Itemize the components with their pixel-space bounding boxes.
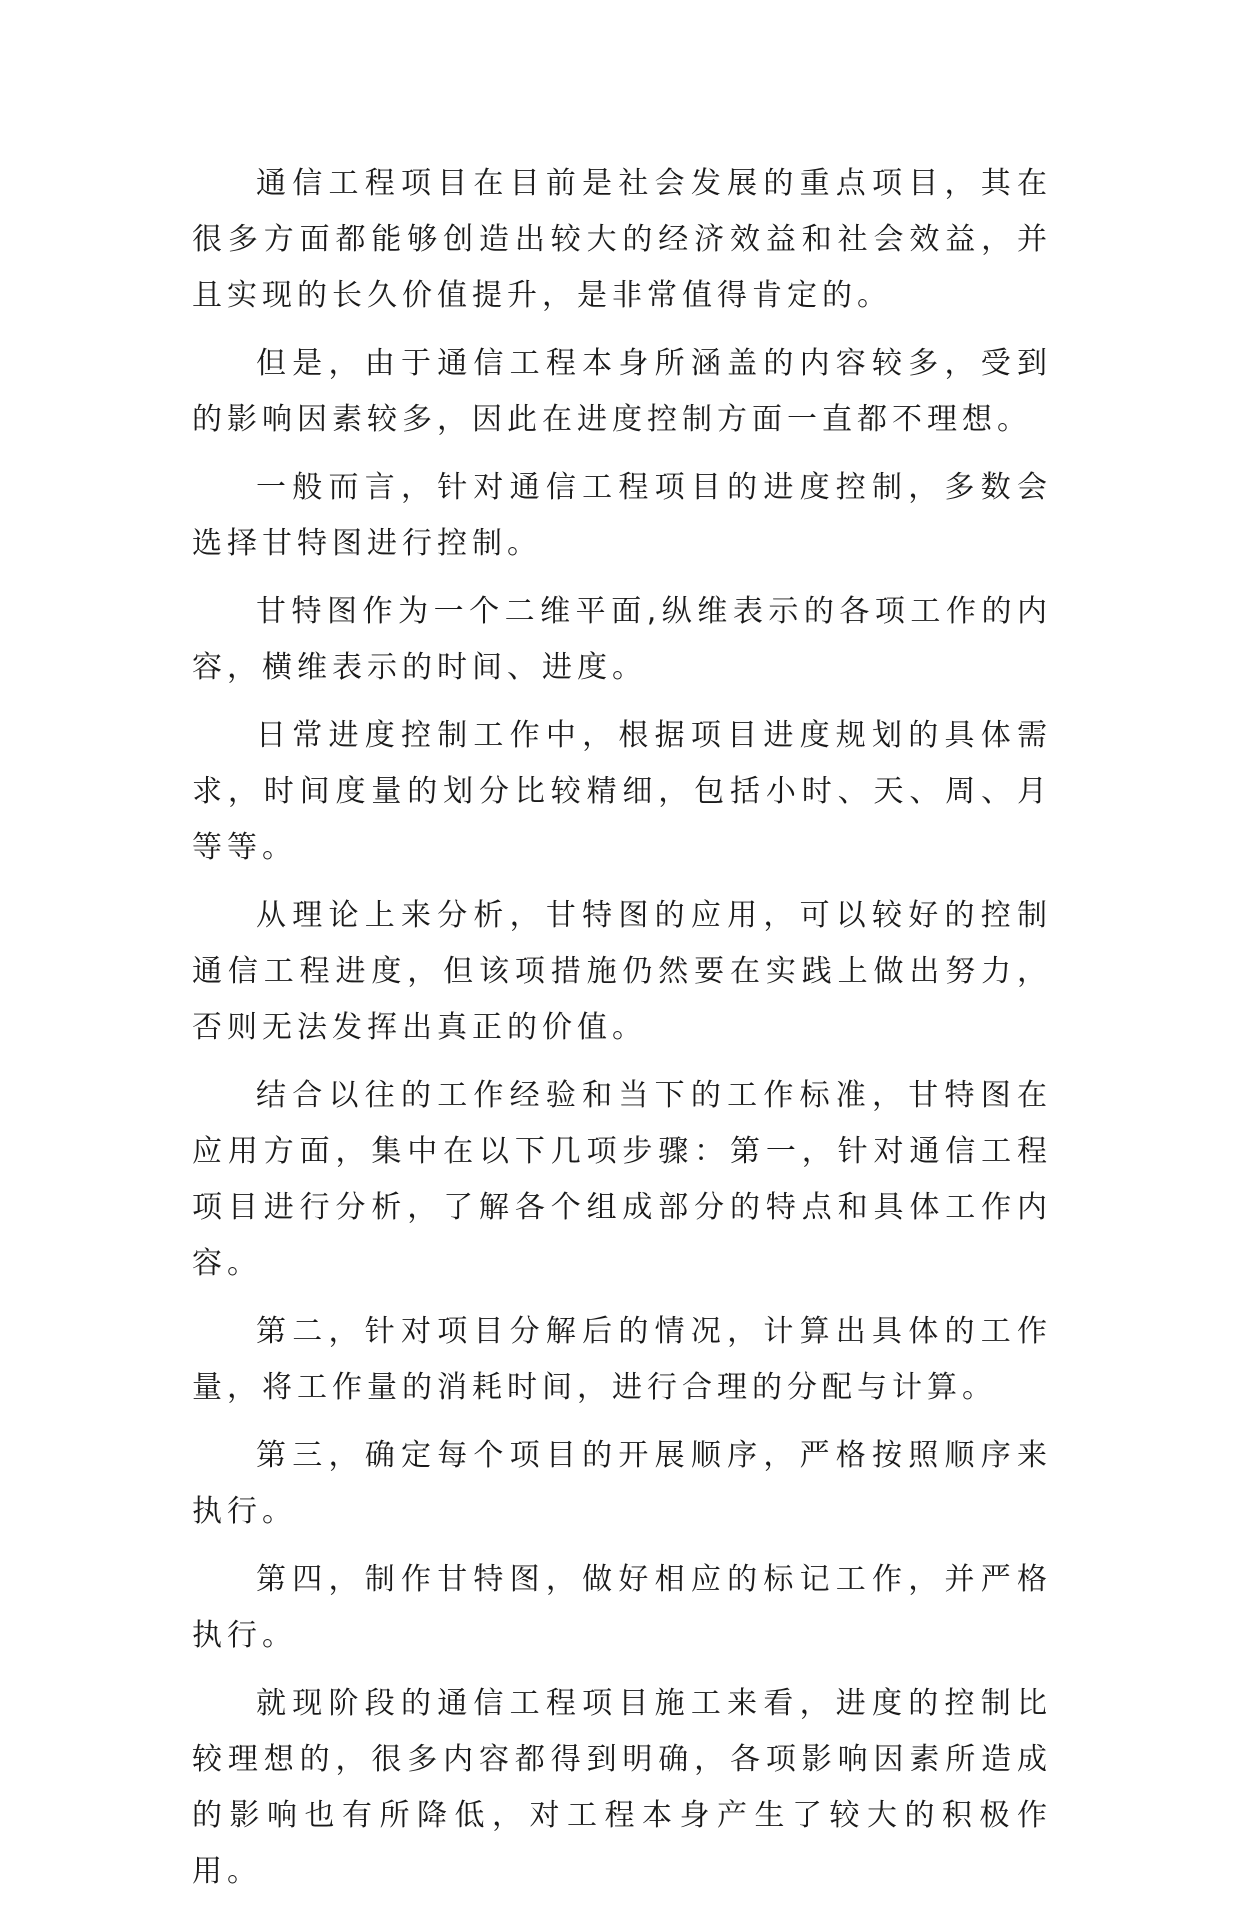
paragraph: 结合以往的工作经验和当下的工作标准，甘特图在应用方面，集中在以下几项步骤：第一，针对通信工程项目进行分析，了解各个组成部分的特点和具体工作内容。 [192, 1078, 1052, 1281]
paragraph: 日常进度控制工作中，根据项目进度规划的具体需求，时间度量的划分比较精细，包括小时、天、周、月等等。 [192, 718, 1052, 865]
paragraph: 从理论上来分析，甘特图的应用，可以较好的控制通信工程进度，但该项措施仍然要在实践上做出努力，否则无法发挥出真正的价值。 [192, 898, 1052, 1045]
paragraph: 但是，由于通信工程本身所涵盖的内容较多，受到的影响因素较多，因此在进度控制方面一直都不理想。 [192, 346, 1052, 437]
paragraph: 一般而言，针对通信工程项目的进度控制，多数会选择甘特图进行控制。 [192, 470, 1052, 561]
paragraph: 第四，制作甘特图，做好相应的标记工作，并严格执行。 [192, 1562, 1052, 1653]
paragraph: 就现阶段的通信工程项目施工来看，进度的控制比较理想的，很多内容都得到明确，各项影响因素所造成的影响也有所降低，对工程本身产生了较大的积极作用。 [192, 1686, 1052, 1889]
paragraph: 甘特图作为一个二维平面,纵维表示的各项工作的内容，横维表示的时间、进度。 [192, 594, 1052, 685]
paragraph: 第二，针对项目分解后的情况，计算出具体的工作量，将工作量的消耗时间，进行合理的分配与计算。 [192, 1314, 1052, 1405]
document-body [192, 156, 1052, 1912]
paragraph: 第三，确定每个项目的开展顺序，严格按照顺序来执行。 [192, 1438, 1052, 1529]
paragraph: 通信工程项目在目前是社会发展的重点项目，其在很多方面都能够创造出较大的经济效益和社会效益，并且实现的长久价值提升，是非常值得肯定的。 [192, 166, 1052, 313]
